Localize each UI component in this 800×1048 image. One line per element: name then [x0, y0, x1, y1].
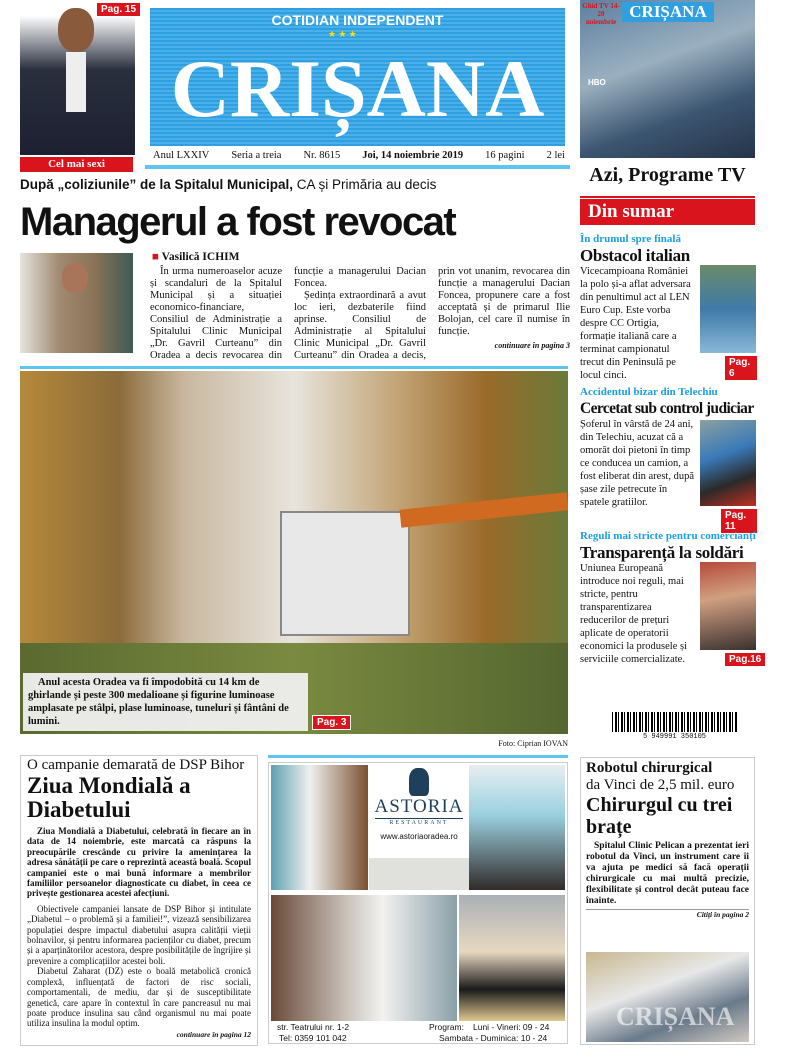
sumar-item[interactable]: Reguli mai stricte pentru comercianți Transparență la soldări Uniunea Europeană introduce noi reguli, mai stricte, pentru transparentizarea reducerilor de prețuri aplicate de operatorii economici la produsele și serviciile comercializate. Pag.16	[580, 530, 758, 666]
ad-url[interactable]: www.astoriaoradea.ro	[380, 832, 458, 841]
divider	[580, 196, 755, 198]
diabet-article[interactable]: O campanie demarată de DSP Bihor Ziua Mondială a Diabetului Ziua Mondială a Diabetului, celebrată în fiecare an în data de 14 noiembrie, este marcată ca răspuns la preocupările crescânde cu privire la amenințarea la adresa sănătății pe care o reprezintă această boală. Scopul campaniei este o mai bună informare a membrilor familiilor persoanelor diagnosticate cu diabet, în ceea ce privește gestionarea acestei afecțiuni. Obiectivele campaniei lansate de DSP Bihor și intitulate „Diabetul – o problemă și a familiei!”, vizează sensibilizarea populației despre impactul diabetului asupra calității vieții bolnavilor, și pentru informarea pacienților cu diabet, precum și a aparținătorilor acestora, despre posibilitățile de îngrijire și prevenire a complicațiilor acestei boli. Diabetul Zaharat (DZ) este o boală metabolică cronică complexă, influențată de factori de risc sociali, comportamentali, de mediu, dar și de susceptibilitate genetică, care apare în contextul în care pancreasul nu mai poate produce insulina sau când organismul nu mai poate utiliza insulina la modul optim. continuare în pagina 12	[20, 755, 258, 1046]
tv-promo-label[interactable]: Azi, Programe TV	[589, 164, 746, 186]
main-photo[interactable]	[20, 371, 568, 734]
continued-link[interactable]: continuare în pagina 12	[176, 1029, 251, 1039]
ad-brand: ASTORIA	[374, 796, 464, 817]
shopping-photo	[700, 562, 756, 650]
author-photo	[20, 253, 133, 353]
issue-date: Joi, 14 noiembrie 2019	[362, 150, 464, 161]
chef-logo-icon	[409, 768, 429, 796]
author-byline: ■ Vasilică ICHIM	[152, 251, 240, 263]
article-kicker: O campanie demarată de DSP Bihor	[27, 757, 245, 773]
waterpolo-photo	[700, 265, 756, 353]
astoria-ad[interactable]: ASTORIA RESTAURANT www.astoriaoradea.ro str. Teatrului nr. 1-2 Tel: 0359 101 042 Program: Luni - Vineri: 09 - 24 Sambata - Duminica: 10 - 24	[268, 762, 568, 1044]
page-badge[interactable]: Pag. 3	[312, 715, 351, 730]
divider	[145, 165, 570, 169]
tv-guide-cover[interactable]	[580, 0, 755, 158]
celebrity-photo[interactable]	[20, 0, 135, 155]
continued-link[interactable]: continuare în pagina 3	[494, 341, 570, 350]
masthead-tagline: COTIDIAN INDEPENDENT	[271, 12, 444, 28]
article-headline: Ziua Mondială a Diabetului	[27, 773, 191, 822]
photo-caption: Anul acesta Oradea va fi împodobită cu 14 km de ghirlande și peste 300 medalioane și figurine luminoase amplasate pe stâlpi, plase luminoase, tuneluri și fântâni de lumini.	[23, 673, 308, 731]
issue-number: Nr. 8615	[303, 150, 341, 161]
robot-photo	[586, 952, 749, 1042]
lead-headline[interactable]: Managerul a fost revocat	[20, 200, 456, 244]
divider	[268, 755, 568, 758]
barcode	[612, 712, 737, 732]
tv-cover-kicker: Ghid TV 14-20 noiembrie	[582, 2, 620, 26]
series: Seria a treia	[231, 150, 282, 161]
divider	[20, 366, 568, 369]
issue-info	[153, 150, 565, 161]
page-badge[interactable]: Pag. 15	[96, 2, 141, 17]
price: 2 lei	[546, 150, 565, 161]
hbo-logo: HBO	[588, 78, 606, 87]
lead-body: În urma numeroaselor acuze și scandaluri de la Spitalul Municipal și a situației economico-financiare, Consiliul de Administrație a Spitalului Clinic Municipal „Dr. Gavril Curteanu” din Oradea a decis revocarea din funcție a managerului Dacian Foncea. Ședința extraordinară a avut loc ieri, dezbaterile fiind aprinse. Consiliul de Administrație al Spitalului Clinic Municipal „Dr. Gavril Curteanu” din Oradea a decis, prin vot unanim, revocarea din funcție a managerului Dacian Foncea, propunere care a fost acceptată și de primarul Ilie Bolojan, cel care îl numise în funcție. continuare în pagina 3	[150, 266, 570, 361]
tv-cover-title: CRIȘANA	[622, 2, 714, 22]
robot-article[interactable]: Robotul chirurgical da Vinci de 2,5 mil. euro Chirurgul cu trei brațe Spitalul Clinic Pelican a prezentat ieri robotul da Vinci, un instrument care îi va ajuta pe medici să facă operații chirurgicale cu mai multă precizie, flexibilitate și control decât puteau face înainte. Citiți în pagina 2 CRIȘANA	[580, 757, 755, 1045]
watermark: CRIȘANA	[616, 1002, 735, 1031]
lead-subtitle: După „coliziunile” de la Spitalul Municipal, CA și Primăria au decis	[20, 177, 437, 192]
barcode-digits: 5 949991 350105	[612, 733, 737, 742]
sumar-item[interactable]: Accidentul bizar din Telechiu Cercetat sub control judiciar Șoferul în vârstă de 24 ani, din Telechiu, acuzat că a omorât doi pietoni în timp ce conducea un camion, a fost eliberat din arest, după șase zile petrecute în spatele gratiilor. Pag. 11	[580, 386, 758, 509]
promo-label[interactable]: Cel mai sexi	[20, 157, 133, 172]
masthead	[150, 8, 565, 146]
page-count: 16 pagini	[485, 150, 525, 161]
truck-photo	[700, 420, 756, 506]
continued-link[interactable]: Citiți în pagina 2	[586, 909, 749, 920]
masthead-title: CRIȘANA	[170, 43, 545, 134]
sumar-title: Din sumar	[580, 199, 755, 225]
photo-credit: Foto: Ciprian IOVAN	[498, 739, 568, 748]
year: Anul LXXIV	[153, 150, 210, 161]
eu-stars-icon: ★ ★ ★	[328, 29, 357, 39]
article-headline: Chirurgul cu trei brațe	[586, 794, 733, 838]
ad-phone: Tel: 0359 101 042	[279, 1033, 347, 1043]
sumar-item[interactable]: În drumul spre finală Obstacol italian Vicecampioana României la polo și-a aflat adversara din penultimul act al LEN Euro Cup. Este vorba despre CC Ortigia, formație italiană care a terminat campionatul trecut din Peninsulă pe locul cinci. Pag. 6	[580, 233, 758, 382]
